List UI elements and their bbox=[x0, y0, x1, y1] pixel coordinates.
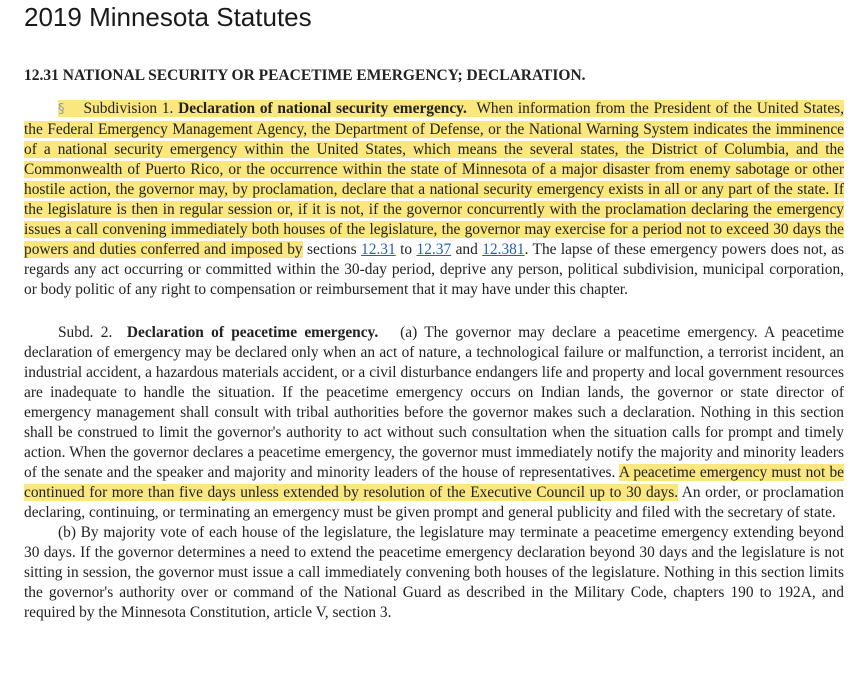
link-12-37[interactable]: 12.37 bbox=[416, 241, 452, 258]
and-word: and bbox=[455, 241, 478, 258]
page-title: 2019 Minnesota Statutes bbox=[24, 2, 312, 32]
statute-page bbox=[24, 0, 844, 623]
section-heading: 12.31 NATIONAL SECURITY OR PEACETIME EMERGENCY; DECLARATION. bbox=[24, 67, 586, 84]
subdivision-2-paragraph-a bbox=[24, 323, 844, 523]
subdivision-2 bbox=[24, 323, 844, 623]
subdivision-2-label: Subd. 2. bbox=[58, 324, 113, 341]
subdivision-1-title: Declaration of national security emergency. bbox=[178, 100, 467, 117]
section-symbol-icon[interactable]: § bbox=[58, 102, 65, 117]
link-12-31[interactable]: 12.31 bbox=[361, 241, 396, 258]
highlighted-passage bbox=[24, 100, 844, 258]
paragraph-a-rest: An order, or proclamation declaring, continuing, or terminating an emergency must be given prompt and general publicity and filed with the secretary of state. bbox=[24, 484, 845, 521]
subdivision-1-text: When information from the President of the United States, the Federal Emergency Management Agency, the Department of Defense, or the National Warning System indicates the imminence of a national security emergency within the United States, which means the several states, the District of Columbia, and the Commonwealth of Puerto Rico, or the occurrence within the state of Minnesota of a major disaster from enemy sabotage or other hostile action, the governor may, by proclamation, declare that a national security emergency exists in all or any part of the state. If the legislature is then in regular session or, if it is not, if the governor concurrently with the proclamation declaring the emergency issues a call convening immediately both houses of the legislature, the governor may exercise for a period not to exceed 30 days the powers and duties conferred and imposed by bbox=[24, 100, 844, 258]
paragraph-a-text: (a) The governor may declare a peacetime emergency. A peacetime declaration of emergency may be declared only when an act of nature, a technological failure or malfunction, a terrorist incident, an industrial accident, a hazardous materials accident, or a civil disturbance endangers life and property and local government resources are inadequate to handle the situation. If the peacetime emergency occurs on Indian lands, the governor or state director of emergency management shall consult with tribal authorities before the governor makes such a declaration. Nothing in this section shall be construed to limit the governor's authority to act without such consultation when the situation calls for prompt and timely action. When the governor declares a peacetime emergency, the governor must immediately notify the majority and minority leaders of the senate and the speaker and majority and minority leaders of the house of representatives. bbox=[24, 324, 844, 481]
subdivision-1-paragraph bbox=[24, 99, 844, 300]
to-word: to bbox=[400, 241, 413, 258]
sections-word: sections bbox=[307, 241, 357, 258]
subdivision-1 bbox=[24, 99, 844, 300]
subdivision-2-paragraph-b: (b) By majority vote of each house of the legislature, the legislature may terminate a peacetime emergency extending beyond 30 days. If the governor determines a need to extend the peacetime emergency declaration beyond 30 days and the legislature is not sitting in session, the governor must issue a call immediately convening both houses of the legislature. Nothing in this section limits the governor's authority over or command of the National Guard as described in the Military Code, chapters 190 to 192A, and required by the Minnesota Constitution, article V, section 3. bbox=[24, 524, 844, 621]
subdivision-1-text-rest: . The lapse of these emergency powers does not, as regards any act occurring or committed within the 30-day period, deprive any person, political subdivision, municipal corporation, or body politic of any right to compensation or reimbursement that it may have under this chapter. bbox=[24, 241, 845, 298]
highlighted-passage: A peacetime emergency must not be continued for more than five days unless extended by resolution of the Executive Council up to 30 days. bbox=[24, 464, 845, 501]
link-12-381[interactable]: 12.381 bbox=[482, 241, 525, 258]
subdivision-2-title: Declaration of peacetime emergency. bbox=[126, 324, 379, 341]
subdivision-1-label: Subdivision 1. bbox=[83, 100, 174, 117]
